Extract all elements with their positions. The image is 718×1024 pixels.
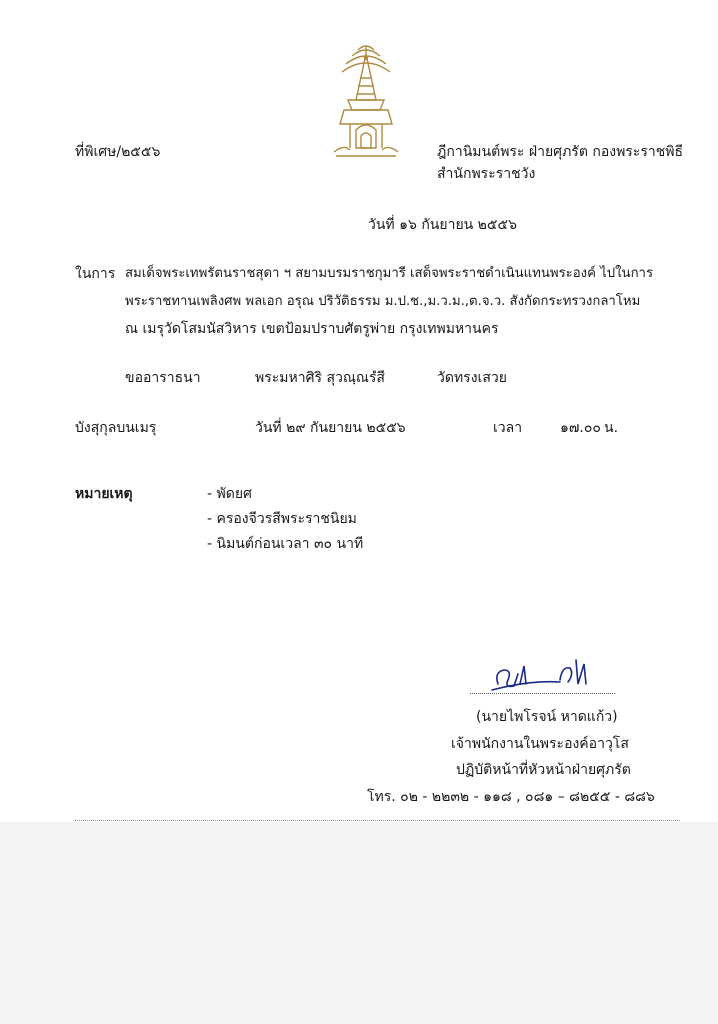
signer-name: (นายไพโรจน์ หาดแก้ว) bbox=[476, 709, 618, 725]
remark-item: - พัดยศ bbox=[207, 486, 252, 502]
ceremony-time-label: เวลา bbox=[493, 420, 523, 436]
contact-phone: โทร. ๐๒ - ๒๒๓๒ - ๑๑๘ , ๐๘๑ – ๘๒๕๕ - ๘๘๖ bbox=[367, 789, 655, 805]
occasion-line-3: ณ เมรุวัดโสมนัสวิหาร เขตป้อมปราบศัตรูพ่าย กรุงเทพมหานคร bbox=[125, 321, 499, 337]
royal-crown-emblem-icon bbox=[330, 40, 402, 160]
signer-duty: ปฏิบัติหน้าที่หัวหน้าฝ่ายศุภรัต bbox=[456, 762, 631, 778]
remark-item: - ครองจีวรสีพระราชนิยม bbox=[207, 511, 357, 527]
ceremony-date: วันที่ ๒๙ กันยายน ๒๕๕๖ bbox=[255, 420, 406, 436]
occasion-line-1: สมเด็จพระเทพรัตนราชสุดา ฯ สยามบรมราชกุมารี เสด็จพระราชดำเนินแทนพระองค์ ไปในการ bbox=[125, 266, 654, 281]
ceremony-label: บังสุกุลบนเมรุ bbox=[75, 420, 157, 436]
signature-icon bbox=[490, 654, 600, 694]
signature-line bbox=[470, 693, 615, 694]
signer-position: เจ้าพนักงานในพระองค์อาวุโส bbox=[451, 736, 629, 752]
invite-label: ขออาราธนา bbox=[125, 370, 201, 386]
ceremony-time: ๑๗.๐๐ bbox=[560, 420, 601, 436]
occasion-label: ในการ bbox=[75, 266, 116, 282]
remark-item: - นิมนต์ก่อนเวลา ๓๐ นาที bbox=[207, 536, 364, 552]
invited-temple: วัดทรงเสวย bbox=[437, 370, 507, 386]
footer-divider bbox=[75, 820, 680, 821]
document-number: ที่พิเศษ/๒๕๕๖ bbox=[75, 144, 161, 160]
ceremony-time-unit: น. bbox=[604, 420, 619, 436]
issuer-line-2: สำนักพระราชวัง bbox=[437, 166, 536, 182]
remarks-label: หมายเหตุ bbox=[75, 486, 133, 502]
issue-date: วันที่ ๑๖ กันยายน ๒๕๕๖ bbox=[368, 217, 517, 233]
occasion-line-2: พระราชทานเพลิงศพ พลเอก อรุณ ปริวัติธรรม ม.ป.ช.,ม.ว.ม.,ต.จ.ว. สังกัดกระทรวงกลาโหม bbox=[125, 294, 641, 309]
issuer-line-1: ฎีกานิมนต์พระ ฝ่ายศุภรัต กองพระราชพิธี bbox=[437, 144, 684, 160]
invited-monk: พระมหาศิริ สุวณฺณรํสี bbox=[255, 370, 385, 386]
